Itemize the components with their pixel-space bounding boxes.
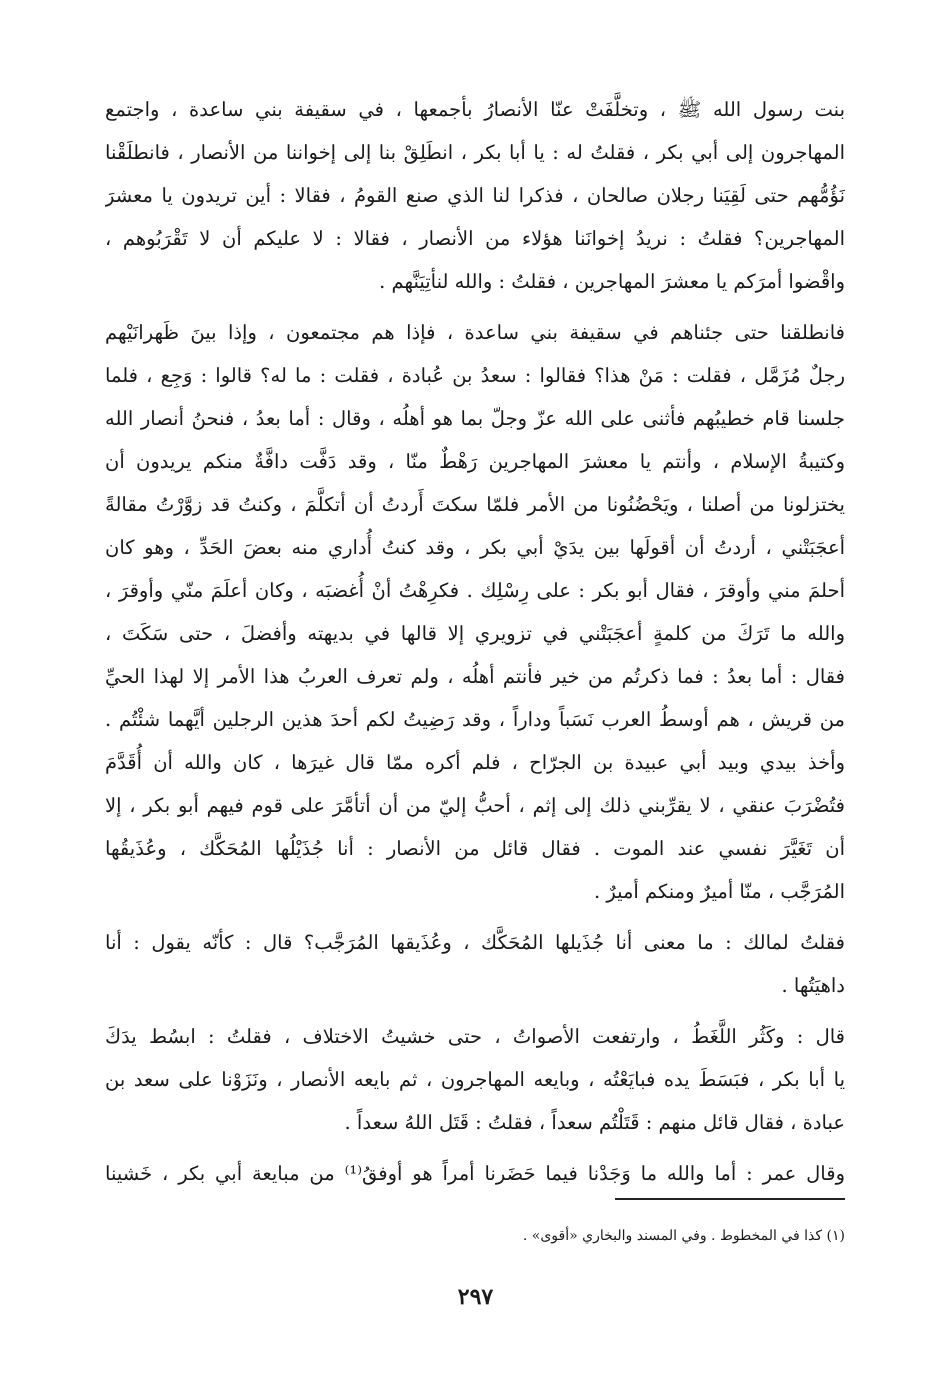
paragraph — [105, 88, 845, 303]
text-line: نَؤُمُّهم حتى لَقِيَنا رجلان صالحان ، فذكرا لنا الذي صنع القومُ ، فقالا : أين تريدون يا معشرَ — [105, 184, 845, 207]
text-line: وأخذ بيدي وبيد أبي عبيدة بن الجرّاح ، فلم أكره ممّا قال غيرَها ، كان والله أن أُقَدَّمَ — [105, 751, 845, 774]
text-line: عبادة ، فقال قائل منهم : قَتَلْتُم سعداً ، فقلتُ : قَتَل اللهُ سعداً . — [344, 1111, 845, 1134]
text-line: المهاجرين؟ فقلتُ : نريدُ إخوانَنا هؤلاء من الأنصار ، فقالا : لا عليكم أن لا تَقْرَبُوهم ، — [105, 227, 845, 250]
text-line: بنت رسول الله ﷺ ، وتخلَّفَتْ عنّا الأنصارُ بأجمعها ، في سقيفة بني ساعدة ، واجتمع — [105, 98, 845, 121]
text-line: وكتيبةُ الإسلام ، وأنتم يا معشرَ المهاجرين رَهْطٌ منّا ، وقد دَفَّت دافَّةٌ منكم يريدون أن — [105, 450, 845, 473]
paragraph — [105, 1015, 845, 1144]
paragraph — [105, 1152, 845, 1195]
text-line: المهاجرون إلى أبي بكر ، فقلتُ له : يا أبا بكر ، انطَلِقْ بنا إلى إخواننا من الأنصار ، فانطلَقْنا — [105, 141, 845, 164]
text-line: فتُضْرَبَ عنقي ، لا يقرِّبني ذلك إلى إثم ، أحبُّ إليّ من أن أتأمَّرَ على قوم فيهم أبو بكر ، إلا — [105, 794, 845, 817]
text-line: يا أبا بكر ، فبَسَطَ يده فبايَعْتُه ، وبايعه المهاجرون ، ثم بايعه الأنصار ، ونَزَوْنا على سعد بن — [105, 1068, 845, 1091]
text-line: قال : وكَثُر اللَّغَطُ ، وارتفعت الأصواتُ ، حتى خشيتُ الاختلاف ، فقلتُ : ابسُط يدَكَ — [105, 1025, 845, 1048]
text-line: أحلمَ مني وأوقرَ ، فقال أبو بكر : على رِسْلِك . فكرِهْتُ أنْ أُغضبَه ، وكان أعلَمَ منّي وأوقرَ ، — [105, 579, 845, 602]
text-line: من قريش ، هم أوسطُ العرب نَسَباً وداراً ، وقد رَضِيتُ لكم أحدَ هذين الرجلين أيَّهما شئْتُم . — [105, 708, 845, 731]
paragraph — [105, 921, 845, 1007]
footnote-divider — [615, 1198, 845, 1200]
page-number: ٢٩٧ — [457, 1284, 494, 1310]
text-line: المُرَجَّب ، منّا أميرٌ ومنكم أميرٌ . — [593, 880, 845, 903]
text-line: فانطلقنا حتى جئناهم في سقيفة بني ساعدة ، فإذا هم مجتمعون ، وإذا بينَ ظَهرانَيْهم — [105, 321, 845, 344]
text-line: أعجَبَتْني ، أردتُ أن أقولَها بين يدَيْ أبي بكر ، وقد كنتُ أُداري منه بعضَ الحَدِّ ، وهو كان — [105, 536, 845, 559]
text-line: رجلٌ مُزَمَّل ، فقلت : مَنْ هذا؟ فقالوا : سعدُ بن عُبادة ، فقلت : ما له؟ قالوا : وَجِع ، فلما — [105, 364, 845, 387]
text-line: أن تَغَيَّرَ نفسي عند الموت . فقال قائل من الأنصار : أنا جُذَيْلُها المُحَكَّك ، وعُذَيقُها — [105, 837, 845, 860]
text-line: وقال عمر : أما والله ما وَجَدْنا فيما حَضَرنا أمراً هو أوفقُ⁽¹⁾ من مبايعة أبي بكر ، خَشينا — [105, 1162, 845, 1185]
text-line: واقْضوا أمرَكم يا معشرَ المهاجرين ، فقلتُ : والله لنأتِيَنَّهم . — [379, 270, 845, 293]
text-line: فقال : أما بعدُ : فما ذكرتُم من خير فأنتم أهلُه ، ولم تعرف العربُ هذا الأمر إلا لهذا الحيِّ — [105, 665, 845, 688]
text-line: يختزلونا من أصلنا ، ويَحْضُنُونا من الأمر فلمّا سكتَ أَردتُ أن أتكلَّمَ ، وكنتُ قد زوَّرْتُ مقالةً — [105, 493, 845, 516]
text-line: داهيَتُها . — [781, 974, 845, 997]
page-body — [105, 88, 845, 1195]
footnote: (١) كذا في المخطوط . وفي المسند والبخاري «أقوى» . — [522, 1228, 845, 1244]
text-line: والله ما تَرَكَ من كلمةٍ أعجَبَتْني في تزويري إلا قالها في بديهته وأفضلَ ، حتى سَكَتَ ، — [105, 622, 845, 645]
text-line: جلسنا قام خطيبُهم فأثنى على الله عزّ وجلّ بما هو أهلُه ، وقال : أما بعدُ ، فنحنُ أنصار الله — [105, 407, 845, 430]
text-line: فقلتُ لمالك : ما معنى أنا جُذَيلها المُحَكَّك ، وعُذَيقها المُرَجَّب؟ قال : كأنّه يقول : أنا — [105, 931, 845, 954]
paragraph — [105, 311, 845, 913]
